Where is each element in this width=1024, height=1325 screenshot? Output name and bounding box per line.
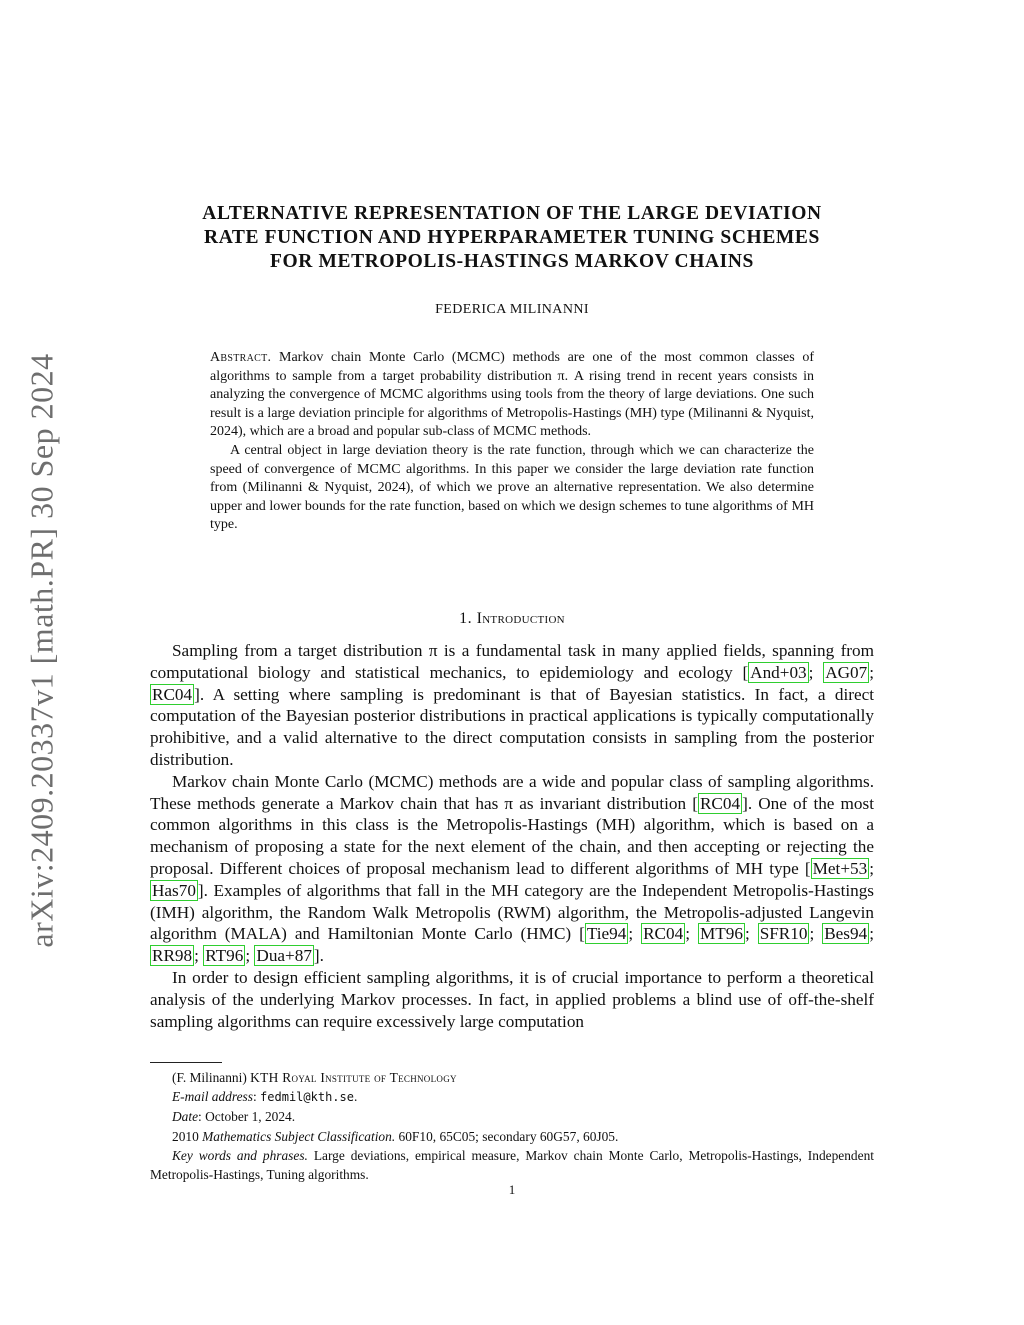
abstract-text-1: Markov chain Monte Carlo (MCMC) methods are one of the most common classes of algorithms to sample from a target probability distribution π. A rising trend in recent years consists in analyzing the convergence of MCMC algorithms using tools from the theory of large deviations. One such result is a large deviation principle for algorithms of Metropolis-Hastings (MH) type (Milinanni & Nyquist, 2024), which are a broad and popular sub-class of MCMC methods. — [210, 350, 815, 440]
arxiv-stamp-text: arXiv:2409.20337v1 [math.PR] 30 Sep 2024 — [23, 352, 60, 948]
section-title: Introduction — [476, 610, 565, 627]
intro-p1-text-b: . A setting where sampling is predominant is that of Bayesian statistics. In fact, a direct computation of the Bayesian posterior distributions in practical applications is typically computationally prohibitive, and a valid alternative to the direct computation consists in sampling from the posterior distribution. — [150, 684, 874, 769]
date-label: Date — [172, 1109, 199, 1125]
title-line-3: FOR METROPOLIS-HASTINGS MARKOV CHAINS — [270, 251, 754, 272]
email-link[interactable]: fedmil@kth.se — [260, 1090, 354, 1105]
footnotes — [150, 1068, 874, 1184]
citation-link[interactable]: MT96 — [699, 924, 743, 944]
page-number: 1 — [508, 1182, 516, 1197]
section-heading — [150, 610, 874, 628]
date-value: October 1, 2024. — [205, 1109, 296, 1125]
intro-paragraph-1: Sampling from a target distribution π is a fundamental task in many applied fields, spanning from computational biology and statistical mechanics, to epidemiology and ecology [ And+03 ; AG07 ; RC04 ]. A setting where sampling is predominant is that of Bayesian statistics. In fact, a direct computation of the Bayesian posterior distributions in practical applications is typically computationally prohibitive, and a valid alternative to the direct computation consists in sampling from the posterior distribution. — [150, 641, 874, 769]
footnote-email: E-mail address: fedmil@kth.se. — [172, 1089, 358, 1105]
citation-link[interactable]: Bes94 — [824, 924, 868, 944]
title-line-2: RATE FUNCTION AND HYPERPARAMETER TUNING SCHEMES — [204, 227, 820, 248]
affiliation-name: (F. Milinanni) — [172, 1070, 247, 1085]
citation-link[interactable]: RC04 — [643, 924, 684, 944]
msc-value: 60F10, 65C05; secondary 60G57, 60J05. — [398, 1128, 619, 1144]
arxiv-stamp — [12, 330, 72, 970]
author-name: FEDERICA MILINANNI — [435, 302, 589, 317]
intro-paragraph-3: In order to design efficient sampling algorithms, it is of crucial importance to perform a theoretical analysis of the underlying Markov processes. In fact, in applied problems a blind use of off-the-shelf sampling algorithms can require excessively large computation — [150, 967, 874, 1031]
intro-p2-text-b: . One of the most common algorithms in this class is the Metropolis-Hastings (MH) algorithm, which is based on a mechanism of proposing a state for the next element of the chain, and then accepting or rejecting the proposal. Different choices of proposal mechanism lead to different algorithms of MH type — [150, 793, 874, 878]
footnote-date: Date: October 1, 2024. — [172, 1109, 296, 1125]
citation-link[interactable]: RR98 — [152, 946, 193, 966]
footnote-rule — [150, 1062, 222, 1063]
citation-link[interactable]: AG07 — [825, 662, 868, 682]
citation-link[interactable]: RT96 — [205, 946, 244, 966]
introduction-body — [150, 640, 874, 1032]
keywords-value: Large deviations, empirical measure, Markov chain Monte Carlo, Metropolis-Hastings, Independent Metropolis-Hastings, Tuning algorithms. — [150, 1147, 874, 1183]
abstract-label: Abstract. — [210, 350, 272, 365]
title-line-1: ALTERNATIVE REPRESENTATION OF THE LARGE DEVIATION — [202, 203, 822, 224]
abstract-paragraph-2: A central object in large deviation theory is the rate function, through which we can characterize the speed of convergence of MCMC algorithms. In this paper we consider the large deviation rate function from (Milinanni & Nyquist, 2024), of which we prove an alternative representation. We also determine upper and lower bounds for the rate function, based on which we design schemes to tune algorithms of MH type. — [210, 442, 814, 533]
footnote-msc — [150, 1127, 874, 1146]
footnote-keywords — [150, 1146, 874, 1184]
affiliation-institution: KTH Royal Institute of Technology — [250, 1070, 457, 1085]
footnote-affiliation — [150, 1068, 874, 1087]
intro-p1-text-a: Sampling from a target distribution π is a fundamental task in many applied fields, spanning from computational biology and statistical mechanics, to epidemiology and ecology — [150, 641, 874, 682]
email-label: E-mail address — [172, 1089, 253, 1105]
citation-link[interactable]: And+03 — [750, 662, 807, 682]
citation-link[interactable]: RC04 — [699, 793, 741, 813]
paper-title — [150, 202, 874, 274]
citation-link[interactable]: Dua+87 — [256, 946, 312, 966]
citation-link[interactable]: Met+53 — [812, 858, 868, 878]
intro-paragraph-2: Markov chain Monte Carlo (MCMC) methods are a wide and popular class of sampling algorithms. These methods generate a Markov chain that has π as invariant distribution [ RC04 ]. One of the most common algorithms in this class is the Metropolis-Hastings (MH) algorithm, which is based on a mechanism of proposing a state for the next element of the chain, and then accepting or rejecting the proposal. Different choices of proposal mechanism lead to different algorithms of MH type [ Met+53 ; Has70 ]. Examples of algorithms that fall in the MH category are the Independent Metropolis-Hastings (IMH) algorithm, the Random Walk Metropolis (RWM) algorithm, the Metropolis-adjusted Langevin algorithm (MALA) and Hamiltonian Monte Carlo (HMC) [ Tie94 ; RC04 ; MT96 ; SFR10 ; Bes94 ; RR98 ; RT96 ; Dua+87 ]. — [150, 771, 874, 966]
msc-label: Mathematics Subject Classification. — [202, 1128, 396, 1144]
citation-link[interactable]: RC04 — [152, 684, 193, 704]
citation-link[interactable]: Has70 — [152, 880, 196, 900]
abstract-paragraph-1 — [210, 349, 814, 442]
abstract — [210, 349, 814, 535]
keywords-label: Key words and phrases. — [172, 1147, 308, 1163]
citation-link[interactable]: Tie94 — [586, 924, 627, 944]
intro-p2-text-c: . Examples of algorithms that fall in the MH category are the Independent Metropolis-Hastings (IMH) algorithm, the Random Walk Metropolis (RWM) algorithm, the Metropolis-adjusted Langevin algorithm (MALA) and Hamiltonian Monte Carlo (HMC) — [150, 880, 874, 944]
section-number: 1. — [459, 610, 473, 627]
intro-p2-text-a: Markov chain Monte Carlo (MCMC) methods are a wide and popular class of sampling algorithms. These methods generate a Markov chain that has π as invariant distribution — [150, 771, 874, 813]
msc-year: 2010 — [172, 1128, 199, 1144]
citation-link[interactable]: SFR10 — [759, 924, 808, 944]
